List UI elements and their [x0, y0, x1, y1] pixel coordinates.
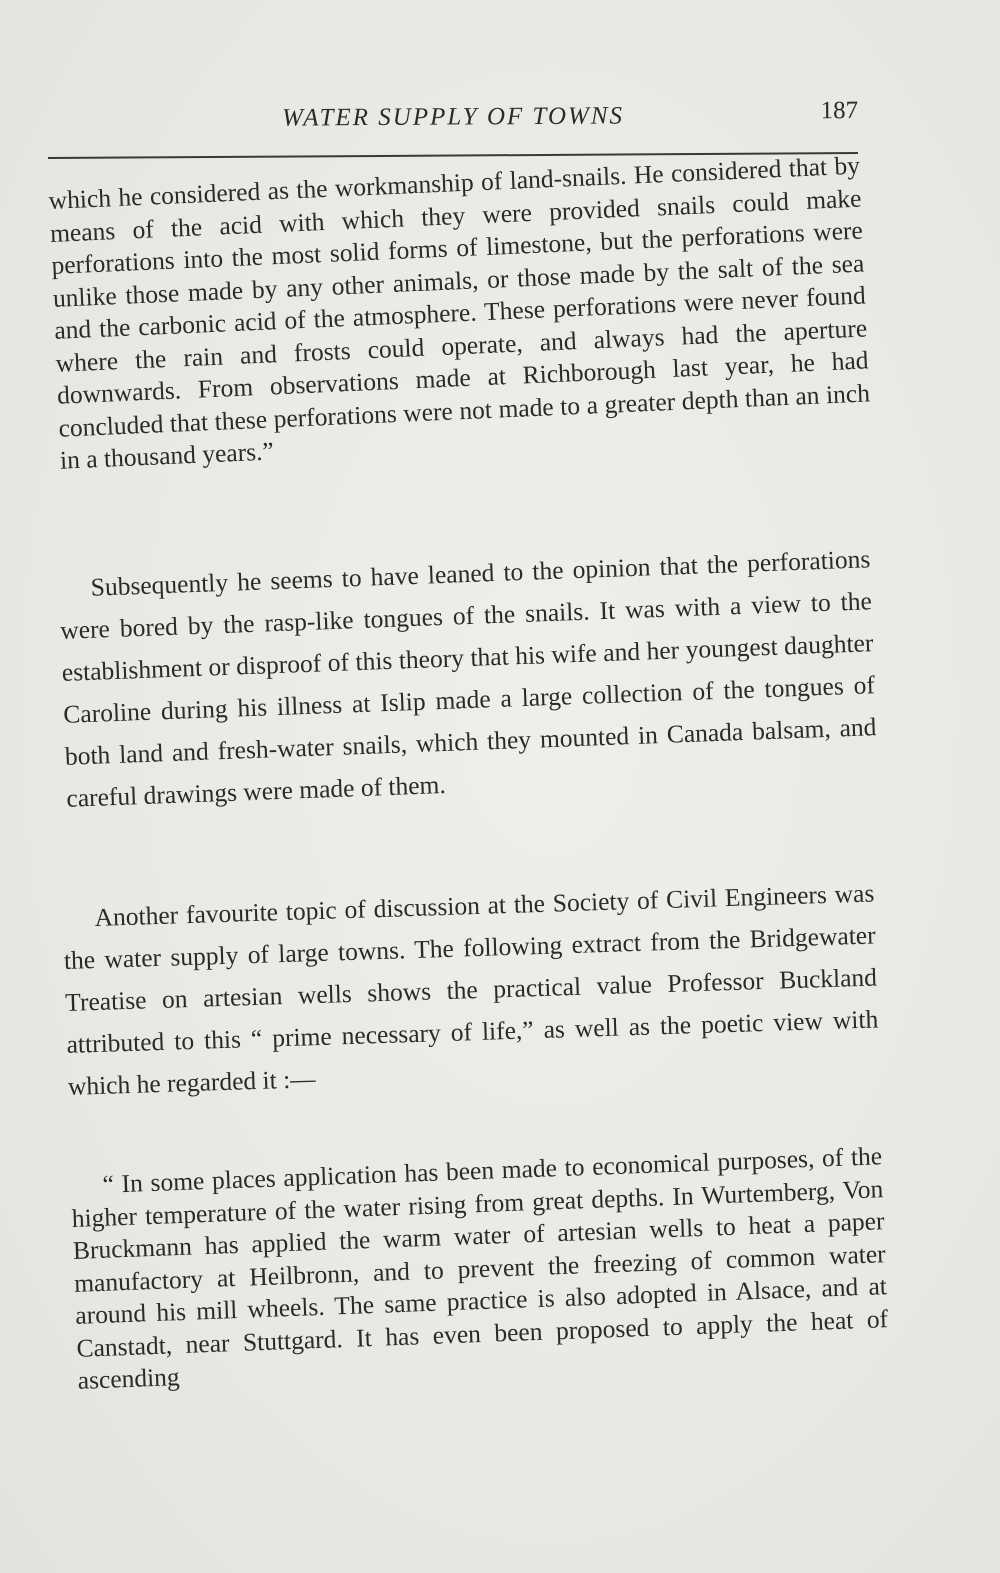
quoted-paragraph-continued	[48, 150, 872, 478]
quoted-paragraph	[70, 1140, 890, 1397]
paragraph-text: which he considered as the workmanship of land-snails. He considered that by means of the acid with which they were provided snails could make perforations into the most solid forms of limestone, but the perforations were unlike those made by any other animals, or those made by the salt of the sea and the carbonic acid of the atmosphere. These perforations were never found where the rain and frosts could operate, and always had the aperture downwards. From observations made at Richborough last year, he had concluded that these perforations were not made to a greater depth than an inch in a thousand years.”	[48, 150, 871, 475]
paragraph-text: Another favourite topic of discussion at the Society of Civil Engineers was the water supply of large towns. The following extract from the Bridgewater Treatise on artesian wells shows the practical value Professor Buckland attributed to this “ prime necessary of life,” as well as the poetic view with which he regarded it :—	[63, 878, 879, 1101]
paragraph-text: “ In some places application has been made to economical purposes, of the higher temperature of the water rising from great depths. In Wurtemberg, Von Bruckmann has applied the warm water of artesian wells to heat a paper manufactory at Heilbronn, and to prevent the freezing of common water around his mill wheels. The same practice is also adopted in Alsace, and at Canstadt, near Stuttgard. It has even been proposed to apply the heat of ascending	[71, 1141, 889, 1395]
page-header	[48, 97, 859, 146]
paragraph-text: Subsequently he seems to have leaned to the opinion that the perforations were bored by the rasp-like tongues of the snails. It was with a view to the establishment or disproof of this theory that his wife and her youngest daughter Caroline during his illness at Islip made a large collection of the tongues of both land and fresh-water snails, which they mounted in Canada balsam, and careful drawings were made of them.	[59, 544, 877, 813]
page-number: 187	[820, 97, 859, 125]
running-title: WATER SUPPLY OF TOWNS	[282, 102, 625, 132]
body-paragraph	[58, 538, 879, 820]
body-paragraph	[62, 872, 880, 1107]
